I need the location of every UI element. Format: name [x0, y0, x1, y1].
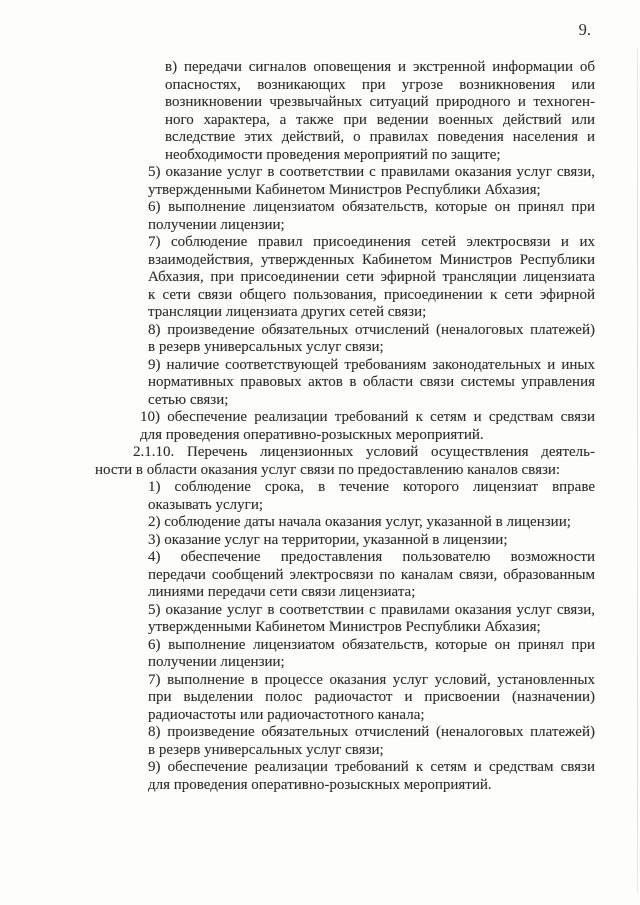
text-line: 1) соблюдение срока, в течение которого лицензиат вправе — [148, 479, 595, 495]
text-line: 10) обеспечение реализации требований к сетям и средствам связи — [140, 409, 595, 425]
text-line: 7) выполнение в процессе оказания услуг условий, установленных — [148, 671, 595, 688]
list-item-list2-item-8 — [148, 724, 595, 759]
list-item-item-9 — [148, 357, 595, 410]
text-line: линиями передачи сети связи лицензиата; — [148, 584, 416, 600]
text-line: 9) наличие соответствующей требованиям законодательных и иных — [148, 356, 595, 373]
list-item-item-6 — [148, 199, 595, 234]
list-item-list2-item-6 — [148, 637, 595, 672]
text-line: опасностях, возникающих при угрозе возникновения или — [165, 76, 595, 93]
list-item-item-5 — [148, 164, 595, 199]
list-item-list2-item-2 — [148, 514, 595, 532]
list-item-list2-item-9 — [148, 759, 595, 794]
text-line: необходимости проведения мероприятий по защите; — [165, 146, 501, 163]
text-line: 9) обеспечение реализации требований к сетям и средствам связи — [148, 759, 595, 775]
text-line: при выделении полос радиочастот и присвоении (назначении) — [148, 689, 595, 705]
text-line: 7) соблюдение правил присоединения сетей электросвязи и их — [148, 234, 595, 250]
text-line: оказывать услуги; — [148, 496, 264, 513]
list-item-item-7 — [148, 234, 595, 322]
text-line: нормативных правовых актов в области связи системы управления — [148, 374, 595, 390]
page-number: 9. — [578, 20, 591, 39]
text-line: 2.1.10. Перечень лицензионных условий осуществления деятель- — [133, 444, 595, 460]
list-item-list2-item-7 — [148, 672, 595, 725]
text-line: 4) обеспечение предоставления пользователю возможности — [148, 549, 595, 565]
text-line: ности в области оказания услуг связи по предоставлению каналов связи: — [95, 461, 561, 478]
list-item-item-10 — [140, 409, 595, 444]
text-line: возникновении чрезвычайных ситуаций природного и техноген- — [165, 94, 595, 110]
text-line: в) передачи сигналов оповещения и экстренной информации об — [165, 59, 595, 75]
text-line: взаимодействия, утвержденных Кабинетом Министров Республики — [148, 251, 595, 268]
text-line: Абхазия, при присоединении сети эфирной трансляции лицензиата — [148, 269, 595, 285]
text-line: к сети связи общего пользования, присоединении к сети эфирной — [148, 286, 595, 303]
text-line: передачи сообщений электросвязи по каналам связи, образованным — [148, 566, 595, 583]
text-line: получении лицензии; — [148, 216, 285, 233]
text-line: 8) произведение обязательных отчислений (неналоговых платежей) — [148, 724, 595, 740]
paragraph-para-2-1-10 — [95, 444, 595, 479]
text-line: в резерв универсальных услуг связи; — [148, 339, 384, 355]
text-line: в резерв универсальных услуг связи; — [148, 741, 384, 758]
text-line: для проведения оперативно-розыскных мероприятий. — [140, 426, 484, 443]
text-line: 6) выполнение лицензиатом обязательств, которые он принял при — [148, 199, 595, 215]
text-line: 5) оказание услуг в соответствии с правилами оказания услуг связи, — [148, 601, 595, 618]
text-line: утвержденными Кабинетом Министров Республики Абхазия; — [148, 181, 541, 198]
list-item-item-v — [165, 59, 595, 164]
text-line: ного характера, а также при ведении военных действий или — [165, 111, 595, 128]
list-item-list2-item-4 — [148, 549, 595, 602]
list-item-list2-item-5 — [148, 602, 595, 637]
document-content — [95, 59, 595, 794]
text-line: утвержденными Кабинетом Министров Республики Абхазия; — [148, 619, 541, 635]
text-line: получении лицензии; — [148, 654, 285, 670]
text-line: трансляции лицензиата других сетей связи; — [148, 304, 427, 320]
text-line: 2) соблюдение даты начала оказания услуг, указанной в лицензии; — [148, 514, 571, 530]
text-line: 8) произведение обязательных отчислений (неналоговых платежей) — [148, 321, 595, 338]
text-line: 3) оказание услуг на территории, указанной в лицензии; — [148, 531, 508, 548]
list-item-item-8 — [148, 322, 595, 357]
scan-edge-artifact — [637, 48, 638, 893]
text-line: для проведения оперативно-розыскных мероприятий. — [148, 776, 492, 793]
text-line: 5) оказание услуг в соответствии с правилами оказания услуг связи, — [148, 164, 595, 180]
list-item-list2-item-3 — [148, 532, 595, 550]
text-line: сетью связи; — [148, 391, 229, 408]
text-line: вследствие этих действий, о правилах поведения населения и — [165, 129, 595, 145]
list-item-list2-item-1 — [148, 479, 595, 514]
text-line: 6) выполнение лицензиатом обязательств, которые он принял при — [148, 636, 595, 653]
text-line: радиочастоты или радиочастотного канала; — [148, 706, 425, 723]
